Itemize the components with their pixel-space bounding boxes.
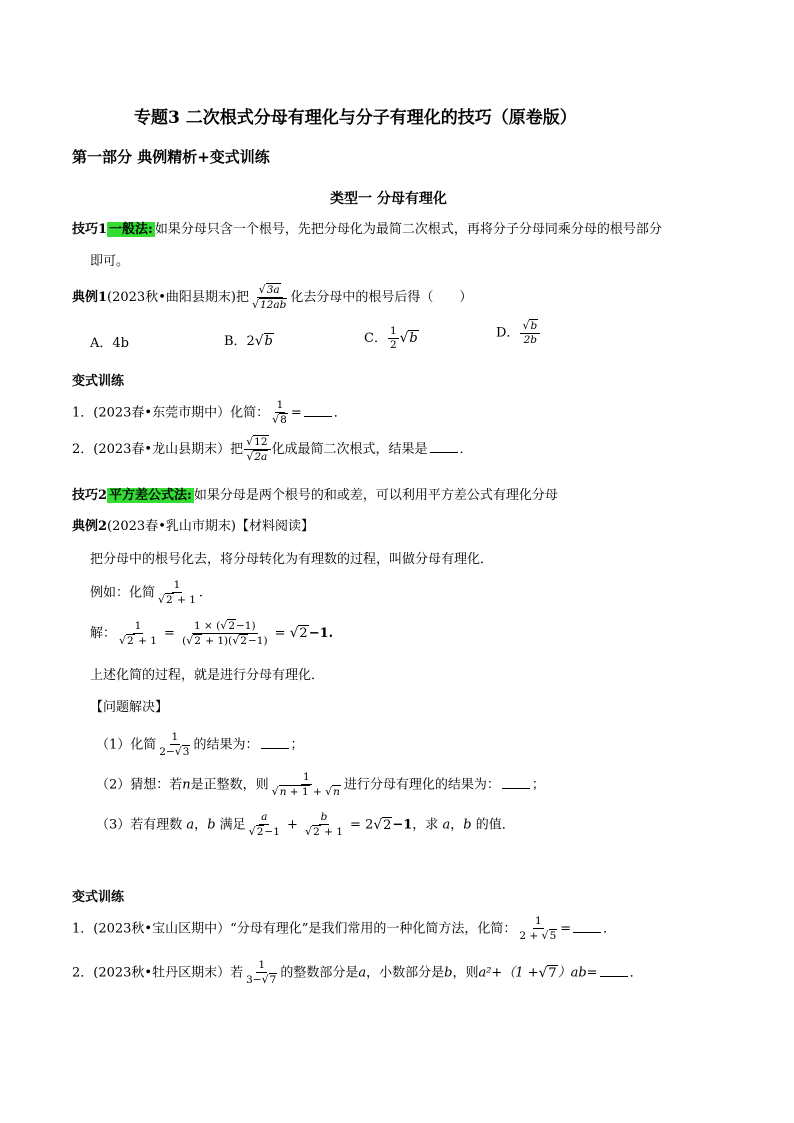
answer-blank[interactable] <box>573 920 601 933</box>
example1-line <box>72 284 472 311</box>
variant2-heading: 变式训练 <box>72 890 125 905</box>
option-c: C． $\frac{1}{2}$ √b <box>364 325 418 352</box>
ex2-q1: （1）化简 $\frac{1}{2-√3}$ 的结果为： ； <box>96 731 304 759</box>
ex2-l5: 【问题解决】 <box>90 700 169 715</box>
option-b: B．2√b <box>224 333 273 349</box>
section-heading: 第一部分 典例精析+变式训练 <box>72 148 270 166</box>
tip2-tag: 平方差公式法: <box>109 488 192 503</box>
option-a: A．4b <box>90 336 129 351</box>
ex1-post: 化去分母中的根号后得（ ） <box>290 290 473 306</box>
option-d: D． $\frac{√b}{2b}$ <box>496 320 541 346</box>
ex1-source: (2023秋•曲阳县期末) <box>107 290 236 306</box>
tip1-line <box>72 218 662 237</box>
ex2-solution: 解： $\frac{1}{√2 + 1}$ = $\frac{1 \times (√2-1)}{(√2 + 1)(√2-1)}$ = √2−1. <box>90 619 334 648</box>
ex2-l2: 例如：化简 $\frac{1}{√2 + 1}$ . <box>90 579 204 607</box>
variant2-q2: 2．(2023秋•牡丹区期末）若 $\frac{1}{3-√7}$ 的整数部分是a，小数部分是b，则a²+（1 +√7）ab= ． <box>72 959 643 987</box>
example2-line: 典例2(2023春•乳山市期末)【材料阅读】 <box>72 519 314 534</box>
ex2-l4: 上述化简的过程，就是进行分母有理化． <box>90 668 325 683</box>
answer-blank[interactable] <box>600 964 628 977</box>
page-title: 专题3 二次根式分母有理化与分子有理化的技巧（原卷版） <box>134 108 577 128</box>
category-heading: 类型一 分母有理化 <box>330 191 447 207</box>
tip1-tag: 一般法: <box>109 222 153 237</box>
ex2-q3: （3）若有理数 a，b 满足 $\frac{a}{√2-1}$ + $\frac{b}{√2 + 1}$ = 2√2−1，求 a，b 的值． <box>96 811 515 839</box>
variant2-q1: 1．(2023秋•宝山区期中）“分母有理化”是我们常用的一种化简方法，化简： $\frac{1}{2 + √5}$ = ． <box>72 915 617 943</box>
ex1-den: 12ab <box>260 299 287 312</box>
answer-blank[interactable] <box>430 440 458 453</box>
tip2-text: 如果分母是两个根号的和或差，可以利用平方差公式有理化分母 <box>193 488 558 503</box>
variant1-heading: 变式训练 <box>72 374 125 389</box>
tip2-line <box>72 484 558 503</box>
tip1-label: 技巧1 <box>72 222 108 237</box>
ex2-q2: （2）猜想：若n是正整数，则 $\frac{1}{√n + 1 + √n}$ 进行分母有理化的结果为： ； <box>96 771 545 799</box>
ex2-l1: 把分母中的根号化去，将分母转化为有理数的过程，叫做分母有理化． <box>90 552 494 567</box>
ex1-num: 3a <box>266 284 280 296</box>
ex1-label: 典例1 <box>72 290 108 306</box>
ex1-fraction: $\frac{√3a}{√12ab}$ <box>251 283 287 312</box>
ex1-pre: 把 <box>235 290 249 306</box>
tip1-text2: 即可。 <box>90 254 130 269</box>
answer-blank[interactable] <box>261 736 289 749</box>
answer-blank[interactable] <box>502 776 530 789</box>
variant1-q1: 1．(2023春•东莞市期中）化简： $\frac{1}{√8}$ = ． <box>72 399 347 427</box>
tip2-label: 技巧2 <box>72 488 108 503</box>
variant1-q2: 2．(2023春•龙山县期末）把 $\frac{√12}{√2a}$ 化成最简二次根式，结果是 ． <box>72 435 473 464</box>
answer-blank[interactable] <box>304 404 332 417</box>
tip1-text: 如果分母只含一个根号，先把分母化为最简二次根式，再将分子分母同乘分母的根号部分 <box>154 222 662 237</box>
